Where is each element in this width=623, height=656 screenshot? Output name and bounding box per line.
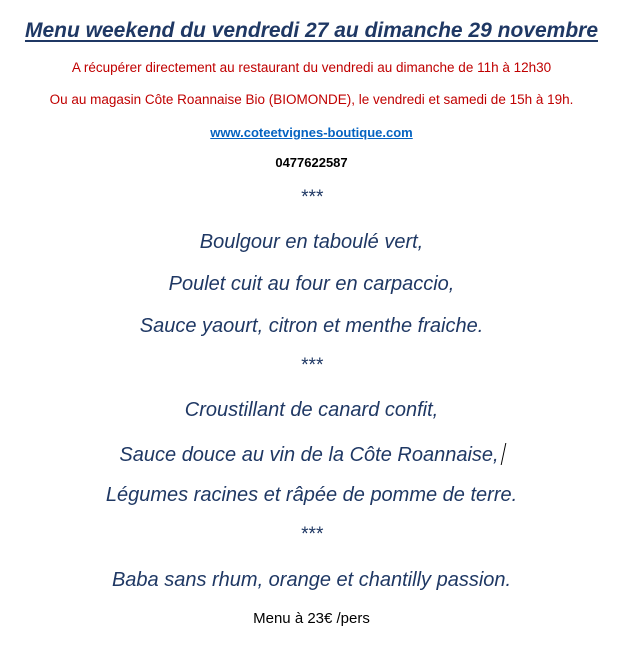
starter-dish-2: Poulet cuit au four en carpaccio, — [168, 273, 455, 295]
main-dish-3: Légumes racines et râpée de pomme de terre. — [105, 484, 518, 506]
main-dish-1: Croustillant de canard confit, — [184, 399, 439, 421]
main-dish-line-2 — [0, 443, 623, 465]
separator: *** — [300, 355, 323, 376]
main-dish-2: Sauce douce au vin de la Côte Roannaise, — [119, 444, 499, 466]
starter-dish-3: Sauce yaourt, citron et menthe fraiche. — [139, 315, 484, 337]
website-link[interactable]: www.coteetvignes-boutique.com — [210, 125, 413, 140]
separator: *** — [300, 524, 323, 545]
text-cursor — [500, 443, 506, 465]
website-line — [0, 125, 623, 141]
starter-dish-1: Boulgour en taboulé vert, — [199, 231, 424, 253]
pickup-restaurant-info: A récupérer directement au restaurant du vendredi au dimanche de 11h à 12h30 — [71, 60, 552, 75]
menu-price: Menu à 23€ /pers — [253, 610, 370, 627]
pickup-store-info: Ou au magasin Côte Roannaise Bio (BIOMONDE), le vendredi et samedi de 15h à 19h. — [49, 92, 574, 107]
dessert-dish: Baba sans rhum, orange et chantilly passion. — [111, 569, 512, 591]
phone-number: 0477622587 — [275, 155, 348, 170]
menu-title: Menu weekend du vendredi 27 au dimanche 29 novembre — [24, 19, 598, 42]
separator: *** — [300, 187, 323, 208]
